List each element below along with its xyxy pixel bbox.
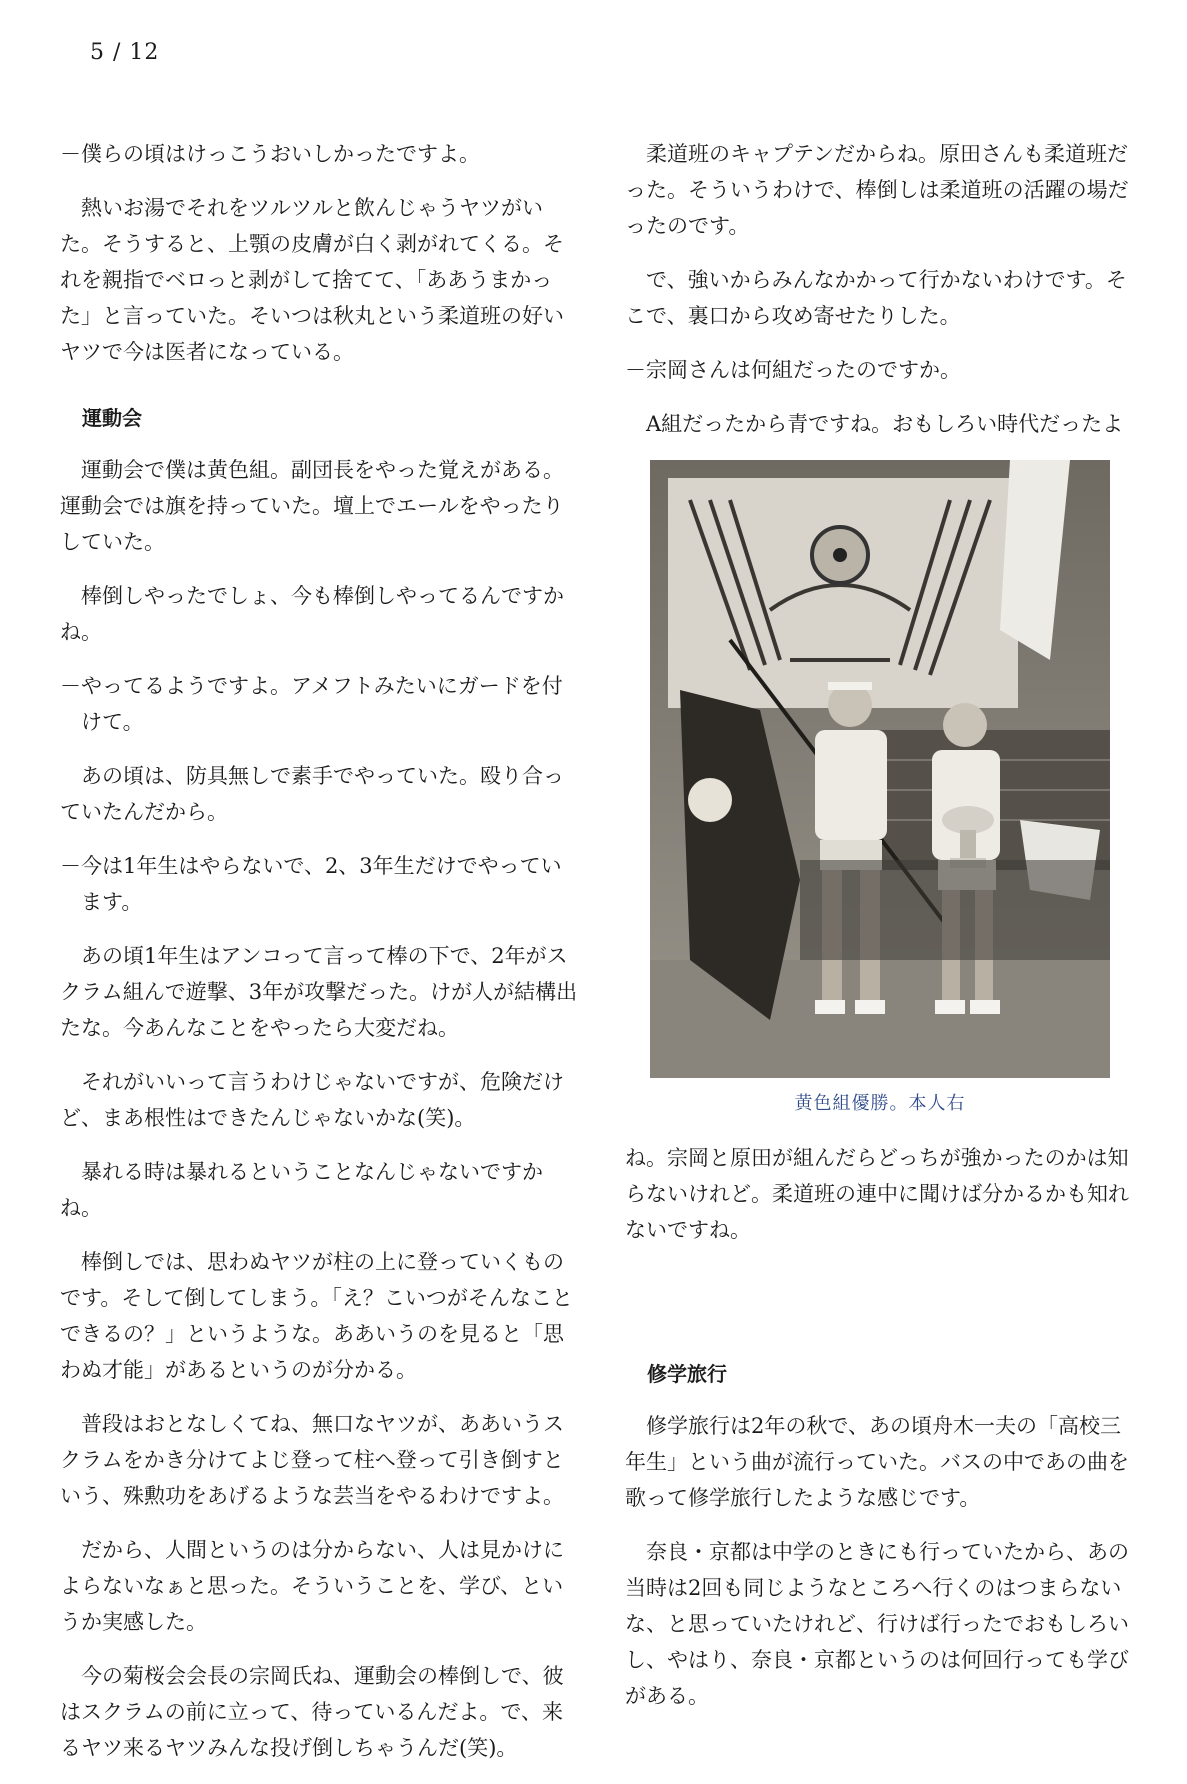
- paragraph: 運動会で僕は黄色組。副団長をやった覚えがある。運動会では旗を持っていた。壇上でエールをやったりしていた。: [60, 458, 564, 554]
- paragraph: 修学旅行は2年の秋で、あの頃舟木一夫の「高校三年生」という曲が流行っていた。バスの中であの曲を歌って修学旅行したような感じです。: [625, 1414, 1129, 1510]
- page-number: 5 / 12: [90, 40, 160, 65]
- paragraph: あの頃1年生はアンコって言って棒の下で、2年がスクラム組んで遊撃、3年が攻撃だった。けが人が結構出たな。今あんなことをやったら大変だね。: [60, 944, 578, 1040]
- paragraph: 柔道班のキャプテンだからね。原田さんも柔道班だった。そういうわけで、棒倒しは柔道班の活躍の場だったのです。: [625, 142, 1129, 238]
- spacer: [625, 1266, 1135, 1326]
- paragraph: A組だったから青ですね。おもしろい時代だったよ: [646, 412, 1124, 436]
- paragraph: 棒倒しやったでしょ、今も棒倒しやってるんですかね。: [60, 584, 564, 644]
- section-heading: 修学旅行: [647, 1362, 727, 1386]
- section-heading: 運動会: [82, 406, 142, 430]
- interview-question: ね。宗岡と原田が組んだらどっちが強かったのかは知らないけれど。柔道班の連中に聞けば分かるかも知れないですね。: [625, 1146, 1129, 1242]
- photo-image: [650, 460, 1110, 1078]
- photo-figure: [650, 460, 1110, 1122]
- paragraph: 暴れる時は暴れるということなんじゃないですかね。: [60, 1160, 543, 1220]
- paragraph: 熱いお湯でそれをツルツルと飲んじゃうヤツがいた。そうすると、上顎の皮膚が白く剥がれてくる。それを親指でベロっと剥がして捨てて、「ああうまかった」と言っていた。そいつは秋丸という柔道班の好いヤツで今は医者になっている。: [60, 196, 564, 364]
- photo-caption: 黄色組優勝。本人右: [794, 1093, 966, 1114]
- right-column-top: [625, 136, 1135, 442]
- interview-question: －僕らの頃はけっこうおいしかったですよ。: [60, 142, 480, 166]
- paragraph: それがいいって言うわけじゃないですが、危険だけど、まあ根性はできたんじゃないかな(笑)。: [60, 1070, 564, 1130]
- interview-question: －やってるようですよ。アメフトみたいにガードを付けて。: [60, 674, 563, 734]
- paragraph: 普段はおとなしくてね、無口なヤツが、ああいうスクラムをかき分けてよじ登って柱へ登って引き倒すという、殊勲功をあげるような芸当をやるわけですよ。: [60, 1412, 564, 1508]
- left-column: [60, 136, 580, 1784]
- interview-question: －今は1年生はやらないで、2、3年生だけでやっています。: [60, 854, 562, 914]
- paragraph: 奈良・京都は中学のときにも行っていたから、あの当時は2回も同じようなところへ行くのはつまらないな、と思っていたけれど、行けば行ったでおもしろいし、やはり、奈良・京都というのは何回行っても学びがある。: [625, 1540, 1129, 1708]
- right-column: [625, 136, 1135, 1732]
- paragraph: 今の菊桜会会長の宗岡氏ね、運動会の棒倒しで、彼はスクラムの前に立って、待っているんだよ。で、来るヤツ来るヤツみんな投げ倒しちゃうんだ(笑)。: [60, 1664, 564, 1760]
- paragraph: あの頃は、防具無しで素手でやっていた。殴り合っていたんだから。: [60, 764, 564, 824]
- paragraph: だから、人間というのは分からない、人は見かけによらないなぁと思った。そういうことを、学び、というか実感した。: [60, 1538, 564, 1634]
- paragraph: で、強いからみんなかかって行かないわけです。そこで、裏口から攻め寄せたりした。: [625, 268, 1127, 328]
- interview-question: －宗岡さんは何組だったのですか。: [625, 358, 961, 382]
- paragraph: 棒倒しでは、思わぬヤツが柱の上に登っていくものです。そして倒してしまう。「え？こいつがそんなことできるの？」というような。ああいうのを見ると「思わぬ才能」があるというのが分かる。: [60, 1250, 573, 1382]
- right-column-bottom: [625, 1140, 1135, 1714]
